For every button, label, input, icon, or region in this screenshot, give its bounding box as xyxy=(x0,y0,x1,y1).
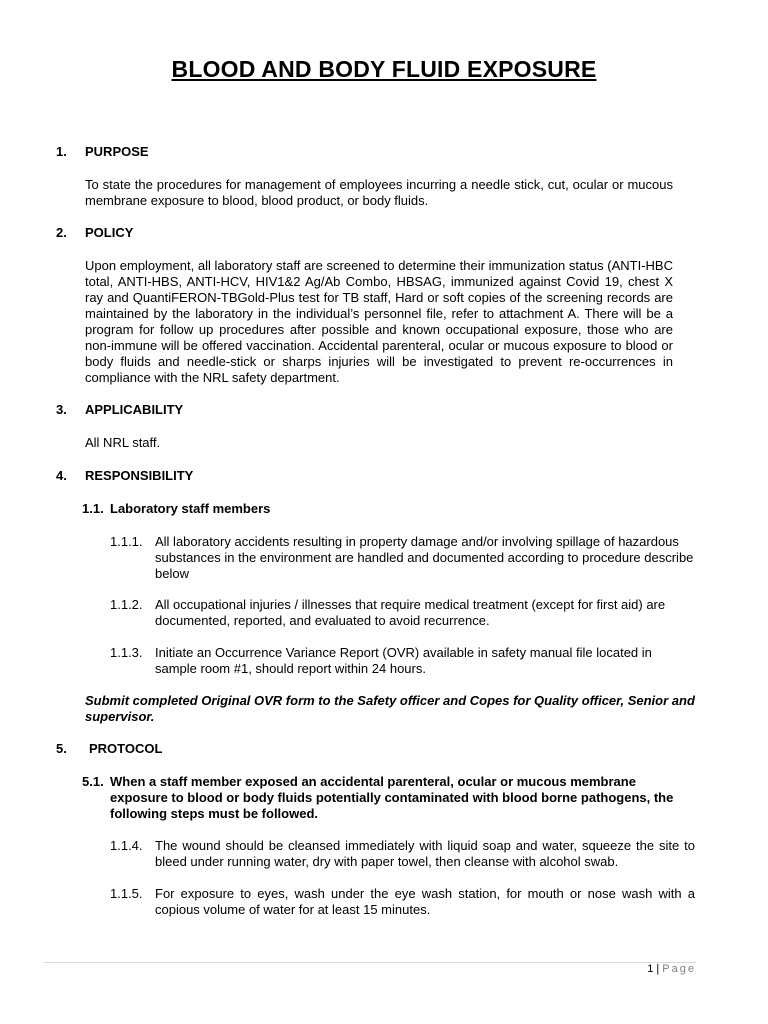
section-number-responsibility: 4. xyxy=(56,468,67,483)
document-title: BLOOD AND BODY FLUID EXPOSURE xyxy=(171,56,597,82)
subsection-heading-exposure: When a staff member exposed an accidental parenteral, ocular or mucous membrane exposure to blood or body fluids potentially contaminated with blood borne pathogens, the following steps must be followed. xyxy=(110,774,674,821)
item-number: 1.1.1. xyxy=(110,534,143,549)
item-number: 1.1.3. xyxy=(110,645,143,660)
subsection-number-5-1: 5.1. xyxy=(82,774,104,789)
applicability-paragraph: All NRL staff. xyxy=(85,435,161,450)
purpose-paragraph: To state the procedures for management of employees incurring a needle stick, cut, ocular or mucous membrane exposure to blood, blood product, or body fluids. xyxy=(85,177,673,208)
section-number-purpose: 1. xyxy=(56,144,67,159)
page-number: 1 xyxy=(647,963,654,975)
item-number: 1.1.4. xyxy=(110,838,143,853)
section-heading-purpose: PURPOSE xyxy=(85,144,149,159)
section-heading-policy: POLICY xyxy=(85,225,134,240)
page-footer xyxy=(647,963,696,975)
ovr-submission-note: Submit completed Original OVR form to the Safety officer and Copes for Quality officer, Senior and supervisor. xyxy=(85,693,695,724)
item-number: 1.1.2. xyxy=(110,597,143,612)
item-text: Initiate an Occurrence Variance Report (OVR) available in safety manual file located in sample room #1, should report within 24 hours. xyxy=(155,645,652,676)
section-heading-responsibility: RESPONSIBILITY xyxy=(85,468,194,483)
section-number-applicability: 3. xyxy=(56,402,67,417)
item-number: 1.1.5. xyxy=(110,886,143,901)
item-text: All laboratory accidents resulting in property damage and/or involving spillage of hazardous substances in the environment are handled and documented according to procedure describe below xyxy=(155,534,694,581)
section-heading-protocol: PROTOCOL xyxy=(89,741,163,756)
footer-divider xyxy=(44,962,696,963)
section-heading-applicability: APPLICABILITY xyxy=(85,402,184,417)
section-number-policy: 2. xyxy=(56,225,67,240)
item-text: The wound should be cleansed immediately with liquid soap and water, squeeze the site to bleed under running water, dry with paper towel, then cleanse with alcohol swab. xyxy=(155,838,695,869)
section-number-protocol: 5. xyxy=(56,741,67,756)
page-label: Page xyxy=(662,963,696,975)
item-text: All occupational injuries / illnesses that require medical treatment (except for first aid) are documented, reported, and evaluated to avoid recurrence. xyxy=(155,597,666,628)
subsection-number-1-1: 1.1. xyxy=(82,501,104,516)
subsection-heading-lab-staff: Laboratory staff members xyxy=(110,501,271,516)
item-text: For exposure to eyes, wash under the eye wash station, for mouth or nose wash with a copious volume of water for at least 15 minutes. xyxy=(155,886,695,917)
page-separator: | xyxy=(656,963,660,975)
policy-paragraph: Upon employment, all laboratory staff are screened to determine their immunization status (ANTI-HBC total, ANTI-HBS, ANTI-HCV, HIV1&2 Ag/Ab Combo, HBSAG, immunized against Covid 19, chest X ray and QuantiFERON-TBGold-Plus test for TB staff, Hard or soft copies of the screening records are maintained by the laboratory in the individual’s personnel file, refer to attachment A. There will be a program for follow up procedures after possible and known occupational exposure, those who are non-immune will be offered vaccination. Accidental parenteral, ocular or mucous exposure to blood or body fluids and needle-stick or sharps injuries will be investigated to prevent re-occurrences in compliance with the NRL safety department. xyxy=(85,258,673,385)
